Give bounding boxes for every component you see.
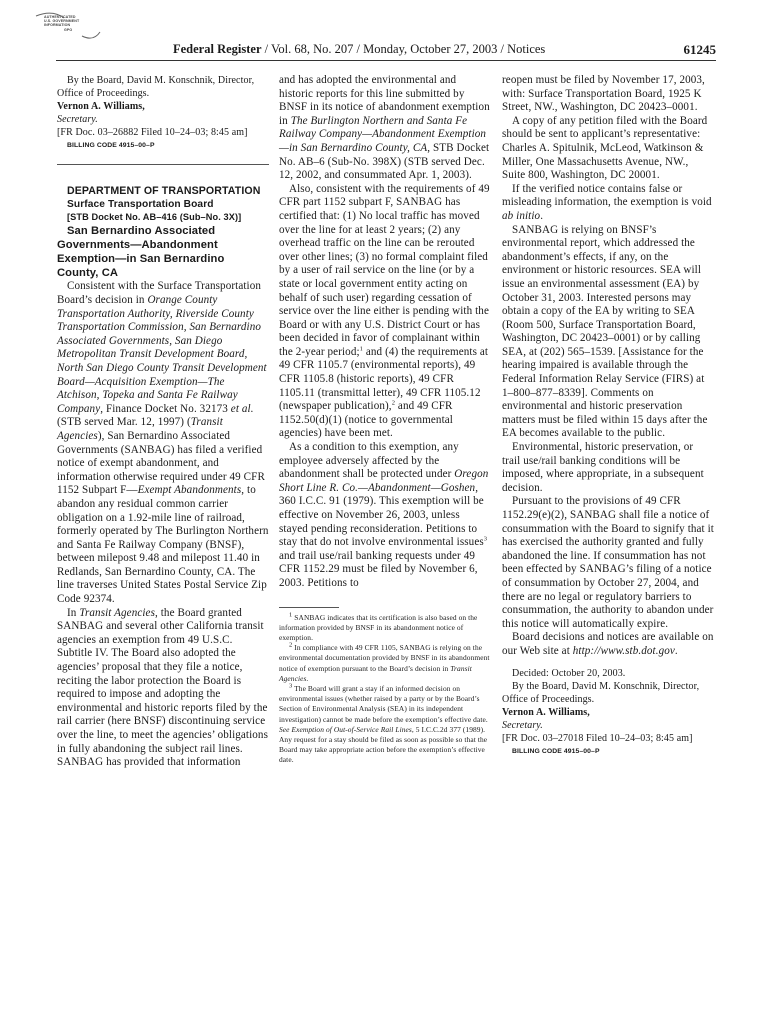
logo-line: AUTHENTICATED xyxy=(44,15,76,19)
body-paragraph: Board decisions and notices are available on our Web site at http://www.stb.dot.gov. xyxy=(502,631,714,657)
body-paragraph: Pursuant to the provisions of 49 CFR 1152.29(e)(2), SANBAG shall file a notice of consummation with the Board to signify that it has exercised the authority granted and fully abandoned the line. If consummation has not been effected by SANBAG’s filing of a notice of consummation by October 27, 2004, and there are no legal or regulatory barriers to consummation, the authority to abandon under this notice will automatically expire. xyxy=(502,495,714,630)
logo-line: U.S. GOVERNMENT xyxy=(44,19,80,24)
running-header xyxy=(56,42,716,58)
column-3 xyxy=(502,74,714,758)
header-rule xyxy=(56,60,716,61)
logo-line: GPO xyxy=(64,27,73,32)
logo-line: INFORMATION xyxy=(44,23,71,28)
signer-title: Secretary. xyxy=(502,719,543,731)
running-title xyxy=(173,42,545,57)
agency-heading: DEPARTMENT OF TRANSPORTATION xyxy=(67,184,261,197)
billing-code: BILLING CODE 4915–00–P xyxy=(67,142,155,149)
gpo-authentication-logo xyxy=(34,10,104,44)
footnote: $^2$ In compliance with 49 CFR 1105, SANBAG is relying on the environmental documentation provided by BNSF in its abandonment notice of exemption pursuant to the Board’s decision in Transit Agencies. xyxy=(279,641,490,683)
subagency-heading: Surface Transportation Board xyxy=(67,198,214,210)
body-paragraph: reopen must be filed by November 17, 2003, with: Surface Transportation Board, 1925 K Street, NW., Washington, DC 20423–0001. xyxy=(502,74,705,114)
fr-doc-line: [FR Doc. 03–26882 Filed 10–24–03; 8:45 am] xyxy=(57,127,248,138)
notice-separator xyxy=(57,164,269,165)
column-2 xyxy=(279,74,491,766)
signature-by-line: By the Board, David M. Konschnik, Director, Office of Proceedings. xyxy=(502,680,700,705)
body-paragraph: SANBAG is relying on BNSF’s environmental report, which addressed the abandonment’s effects, if any, on the environment or historic resources. SEA will issue an environmental assessment (EA) by October 31, 2003. Interested persons may obtain a copy of the EA by writing to SEA (Room 500, Surface Transportation Board, Washington, DC 20423–0001) or by calling SEA, at (202) 565–1539. [Assistance for the hearing impaired is available through the Federal Information Relay Service (FIRS) at 1–800–877–8339]. Comments on environmental and historic preservation matters must be filed within 15 days after the EA becomes available to the public. xyxy=(502,223,708,440)
decided-date: Decided: October 20, 2003. xyxy=(512,667,626,679)
fr-doc-line: [FR Doc. 03–27018 Filed 10–24–03; 8:45 am] xyxy=(502,732,693,744)
billing-code: BILLING CODE 4915–00–P xyxy=(512,747,600,755)
signer-name: Vernon A. Williams, xyxy=(502,706,590,718)
notice-title: San Bernardino Associated Governments—Abandonment Exemption—in San Bernardino County, CA xyxy=(57,224,225,280)
body-paragraph: Consistent with the Surface Transportation Board’s decision in Orange County Transportation Authority, Riverside County Transportation Commission, San Bernardino Associated Governments, San Diego Metropolitan Transit Development Board, North San Diego County Transit Development Board—Acquisition Exemption—The Atchison, Topeka and Santa Fe Railway Company, Finance Docket No. 32173 et al. (STB served Mar. 12, 1997) (Transit Agencies), San Bernardino Associated Governments (SANBAG) has filed a verified notice of exempt abandonment, and information otherwise required under 49 CFR 1152 Subpart F—Exempt Abandonments, to abandon any residual common carrier obligation on a 1.92-mile line of railroad, formerly operated by The Burlington Northern and Santa Fe Railway Company (BNSF), between milepost 9.48 and milepost 11.40 in Redlands, San Bernardino County, CA. The line traverses United States Postal Service Zip Code 92374. xyxy=(57,280,269,606)
website-link[interactable]: http://www.stb.dot.gov xyxy=(572,644,675,657)
footnote-ref[interactable]: 1 xyxy=(359,345,364,353)
signer-title: Secretary. xyxy=(57,114,98,125)
body-paragraph: Environmental, historic preservation, or trail use/rail banking conditions will be imposed, where appropriate, in a subsequent decision. xyxy=(502,441,704,494)
footnote-rule xyxy=(279,607,339,608)
publication-name: Federal Register xyxy=(173,42,262,56)
footnote: $^1$ SANBAG indicates that its certification is also based on the information provided by BNSF in its abandonment notice of exemption. xyxy=(279,611,478,642)
page-number: 61245 xyxy=(683,42,716,57)
footnote: $^3$ The Board will grant a stay if an informed decision on environmental issues (whether raised by a party or by the Board’s Section of Environmental Analysis (SEA) in its independent investigation) cannot be made before the exemption’s effective date. See Exemption of Out-of-Service Rail Lines, 5 I.C.C.2d 377 (1989). Any request for a stay should be filed as soon as possible so that the Board may take appropriate action before the exemption’s effective date. xyxy=(279,682,488,765)
issue-info: / Vol. 68, No. 207 / Monday, October 27, 2003 / Notices xyxy=(261,42,546,56)
body-paragraph: and has adopted the environmental and historic reports for this line submitted by BNSF in its notice of abandonment exemption in The Burlington Northern and Santa Fe Railway Company—Abandonment Exemption—in San Bernardino County, CA, STB Docket No. AB–6 (Sub-No. 398X) (STB served Dec. 12, 2002, and consummated Apr. 1, 2003). xyxy=(279,74,490,182)
footnote-ref[interactable]: 3 xyxy=(483,535,488,543)
body-paragraph: A copy of any petition filed with the Board should be sent to applicant’s representative: Charles A. Spitulnik, McLeod, Watkinson & Miller, One Massachusetts Avenue, NW., Suite 800, Washington, DC 20001. xyxy=(502,114,708,182)
column-1 xyxy=(57,74,269,770)
body-paragraph: In Transit Agencies, the Board granted SANBAG and several other California transit agencies an exemption from 49 U.S.C. Subtitle IV. The Board also adopted the agencies’ proposal that they file a notice, reciting the labor protection the Board is required to impose and adopting the environmental and historic reports filed by the rail carrier (here BNSF) discontinuing service over the line, to meet the agencies’ obligations in fully abandoning the subject rail lines. SANBAG has provided that information xyxy=(57,606,268,769)
docket-number: [STB Docket No. AB–416 (Sub–No. 3X)] xyxy=(67,211,242,222)
footnote-ref[interactable]: 2 xyxy=(391,399,396,407)
body-paragraph: As a condition to this exemption, any employee adversely affected by the abandonment shall be protected under Oregon Short Line R. Co.—Abandonment—Goshen, 360 I.C.C. 91 (1979). This exemption will be effective on November 26, 2003, unless stayed pending reconsideration. Petitions to stay that do not involve environmental issues$^3$ and trail use/rail banking requests under 49 CFR 1152.29 must be filed by November 6, 2003. Petitions to xyxy=(279,441,489,589)
body-paragraph: If the verified notice contains false or misleading information, the exemption is void ab initio. xyxy=(502,182,712,222)
body-paragraph: Also, consistent with the requirements of 49 CFR part 1152 subpart F, SANBAG has certified that: (1) No local traffic has moved over the line for at least 2 years; (2) any overhead traffic on the line can be rerouted over other lines; (3) no formal complaint filed by a user of rail service on the line (or by a state or local government entity acting on behalf of such user) regarding cessation of service over the line either is pending with the Board or with any U.S. District Court or has been decided in favor of complainant within the 2-year period;$^1$ and (4) the requirements at 49 CFR 1105.7 (environmental reports), 49 CFR 1105.8 (historic reports), 49 CFR 1105.11 (transmittal letter), 49 CFR 1105.12 (newspaper publication),$^2$ and 49 CFR 1152.50(d)(1) (notice to governmental agencies) have been met. xyxy=(279,182,490,440)
signer-name: Vernon A. Williams, xyxy=(57,101,145,112)
signature-by-line: By the Board, David M. Konschnik, Director, Office of Proceedings. xyxy=(57,75,255,99)
